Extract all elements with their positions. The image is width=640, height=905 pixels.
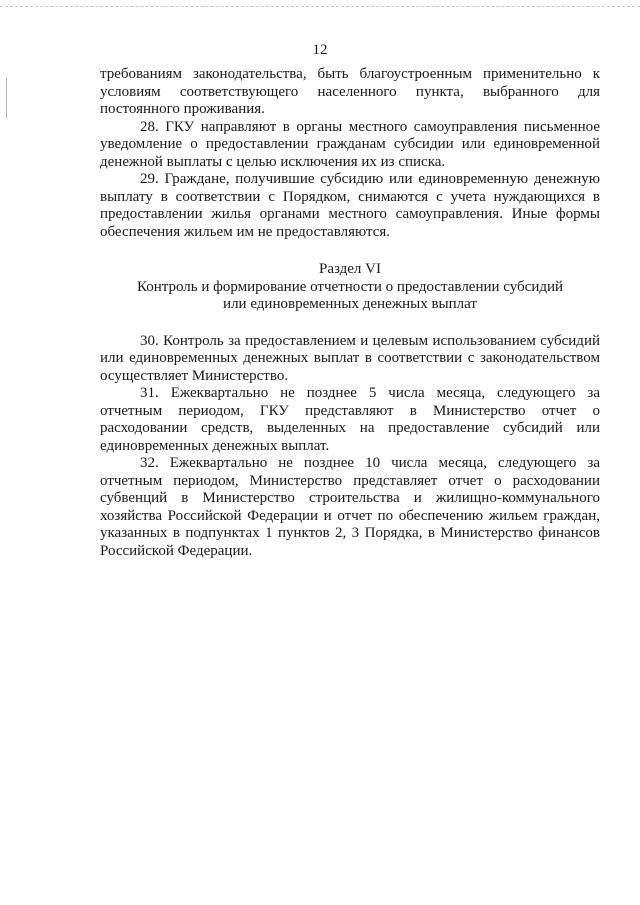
document-body [100,66,600,560]
scan-edge-line [0,6,640,8]
section-title-line-2: или единовременных денежных выплат [223,296,477,312]
page-number: 12 [312,42,328,58]
paragraph-31: 31. Ежеквартально не позднее 5 числа месяца, следующего за отчетным периодом, ГКУ представляют в Министерство отчет о расходовании средств, выделенных на предоставление субсидий или единовременных денежных выплат. [100,385,600,454]
paragraph-continuation: требованиям законодательства, быть благоустроенным применительно к условиям соответствующего населенного пункта, выбранного для постоянного проживания. [100,66,600,117]
paragraph-30: 30. Контроль за предоставлением и целевым использованием субсидий или единовременных денежных выплат в соответствии с законодательством осуществляет Министерство. [100,332,600,384]
section-title-line-1: Контроль и формирование отчетности о предоставлении субсидий [136,278,564,295]
paragraph-28: 28. ГКУ направляют в органы местного самоуправления письменное уведомление о предоставлении гражданам субсидии или единовременной денежной выплаты с целью исключения их из списка. [100,118,600,170]
paragraph-29: 29. Граждане, получившие субсидию или единовременную денежную выплату в соответствии с Порядком, снимаются с учета нуждающихся в предоставлении жилья органами местного самоуправления. Иные формы обеспечения жильем им не предоставляются. [100,171,600,240]
scan-margin-mark [6,78,7,118]
section-number: Раздел VI [318,261,381,277]
paragraph-32: 32. Ежеквартально не позднее 10 числа месяца, следующего за отчетным периодом, Министерство представляет отчет о расходовании субвенций в Министерство строительства и жилищно-коммунального хозяйства Российской Федерации и отчет по обеспечению жильем граждан, указанных в подпунктах 1 пунктов 2, 3 Порядка, в Министерство финансов Российской Федерации. [100,455,600,559]
section-heading [100,261,600,314]
